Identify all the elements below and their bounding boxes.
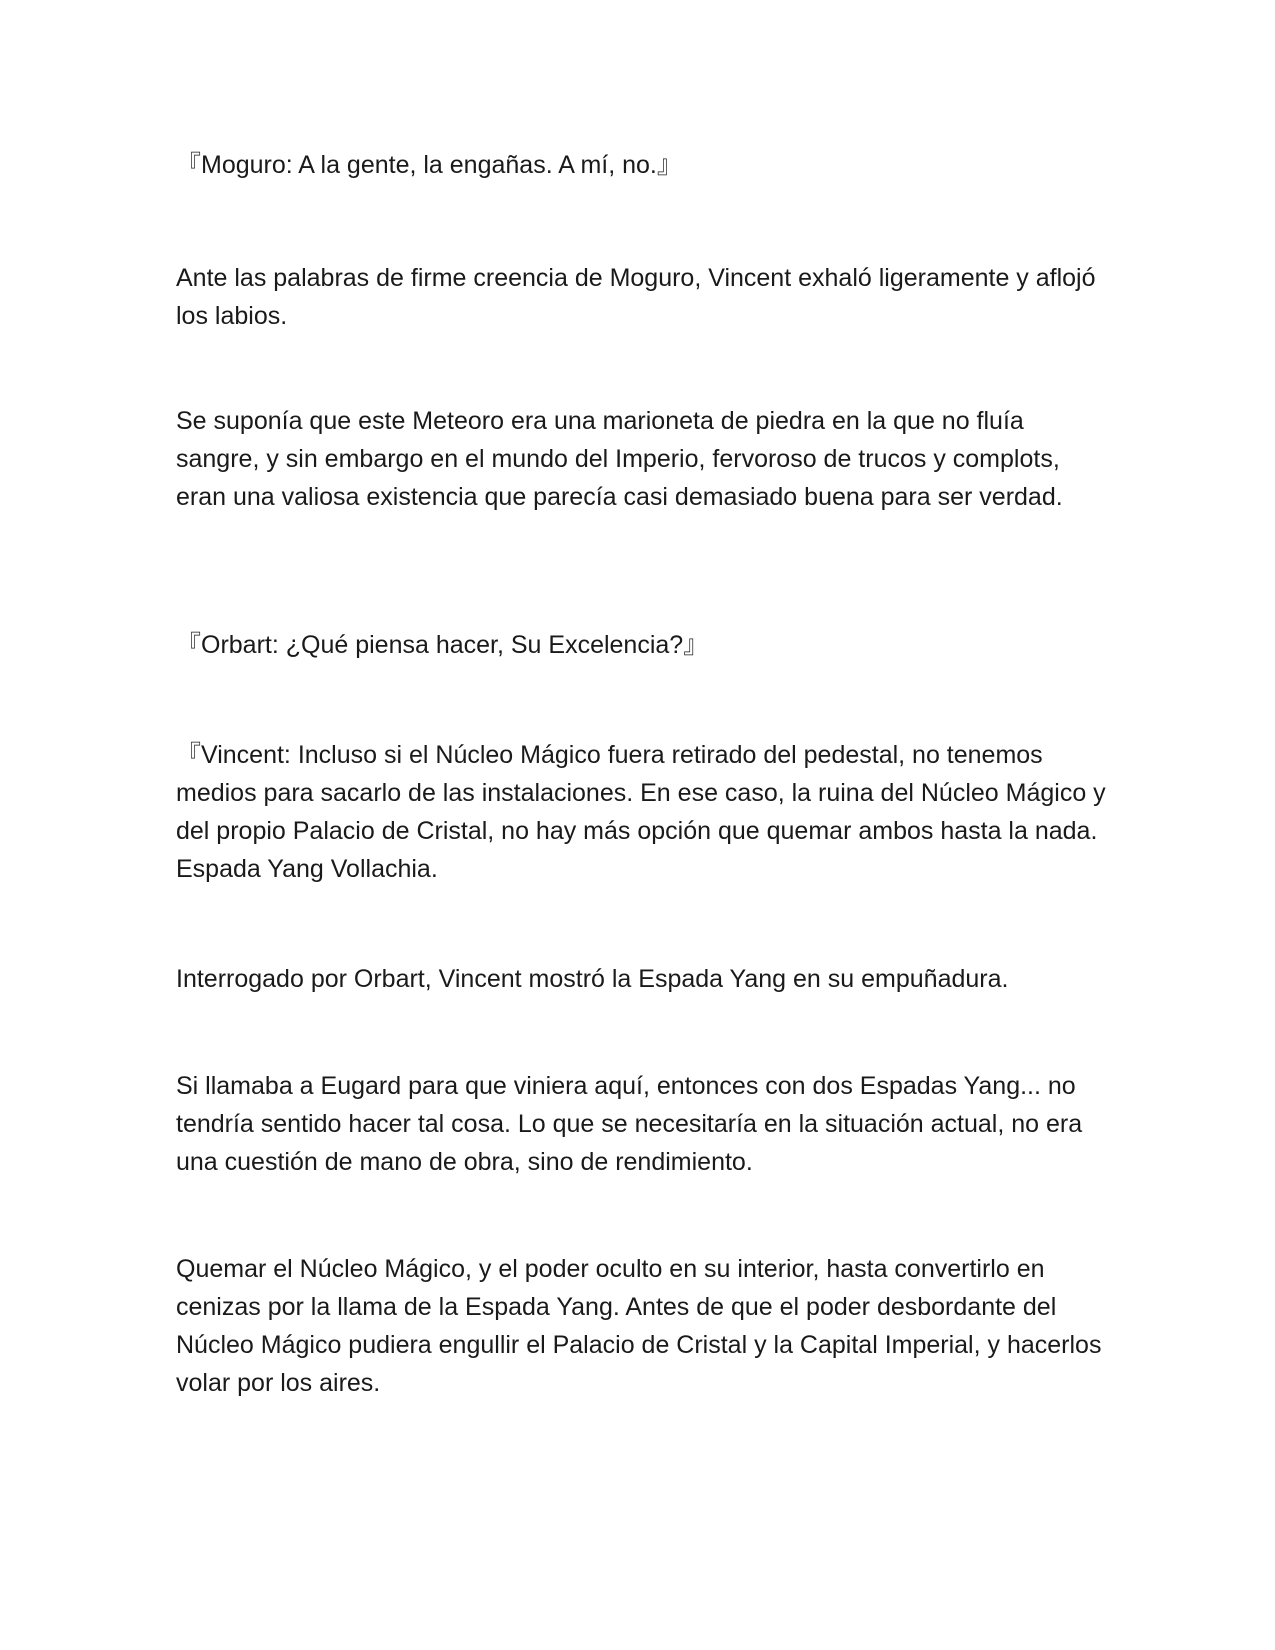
narration-paragraph-5: Quemar el Núcleo Mágico, y el poder oculto en su interior, hasta convertirlo en cenizas por la llama de la Espada Yang. Antes de que el poder desbordante del Núcleo Mágico pudiera engullir el Palacio de Cristal y la Capital Imperial, y hacerlos volar por los aires. bbox=[176, 1255, 1109, 1397]
narration-paragraph-3: Interrogado por Orbart, Vincent mostró la Espada Yang en su empuñadura. bbox=[176, 965, 1009, 993]
narration-paragraph-2: Se suponía que este Meteoro era una marioneta de piedra en la que no fluía sangre, y sin embargo en el mundo del Imperio, fervoroso de trucos y complots, eran una valiosa existencia que parecía casi demasiado buena para ser verdad. bbox=[176, 407, 1067, 511]
dialogue-vincent: 『Vincent: Incluso si el Núcleo Mágico fuera retirado del pedestal, no tenemos medios para sacarlo de las instalaciones. En ese caso, la ruina del Núcleo Mágico y del propio Palacio de Cristal, no hay más opción que quemar ambos hasta la nada. Espada Yang Vollachia. bbox=[176, 741, 1113, 883]
narration-paragraph-4: Si llamaba a Eugard para que viniera aquí, entonces con dos Espadas Yang... no tendría sentido hacer tal cosa. Lo que se necesitaría en la situación actual, no era una cuestión de mano de obra, sino de rendimiento. bbox=[176, 1072, 1090, 1176]
dialogue-moguro: 『Moguro: A la gente, la engañas. A mí, no.』 bbox=[176, 151, 682, 179]
dialogue-orbart: 『Orbart: ¿Qué piensa hacer, Su Excelencia?』 bbox=[176, 631, 709, 659]
narration-paragraph-1: Ante las palabras de firme creencia de Moguro, Vincent exhaló ligeramente y aflojó los labios. bbox=[176, 264, 1103, 330]
